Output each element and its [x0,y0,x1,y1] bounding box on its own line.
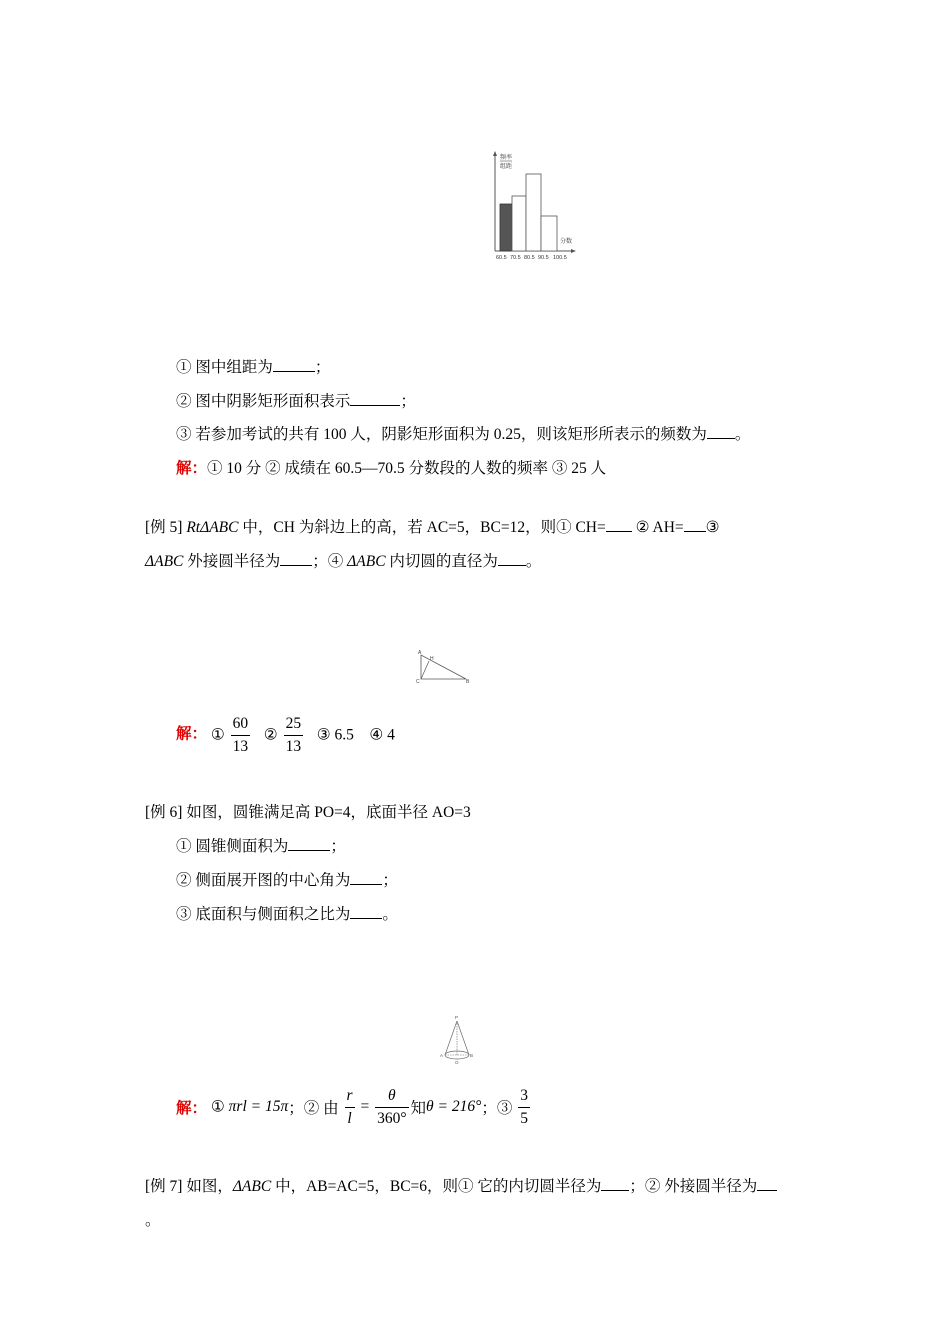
y-label-top: 频率 [500,155,513,161]
ex5-s3: ③ 6.5 [316,726,354,744]
vertex-label: A [440,1053,444,1058]
ex6-s3: 知 [410,1100,427,1117]
ex4-solution-text: ① 10 分 ② 成绩在 60.5—70.5 分数段的人数的频率 ③ 25 人 [207,460,607,477]
fraction-60-13 [231,716,251,754]
fraction-denominator: 13 [285,737,302,755]
ex4-q3-text: ③ 若参加考试的共有 100 人，阴影矩形面积为 0.25，则该矩形所表示的频数为 [176,426,707,443]
fraction-denominator: 13 [232,737,249,755]
answer-blank [350,391,400,406]
triangle-abc [421,655,466,679]
bar-shaded [500,204,512,251]
altitude-ch [421,661,429,679]
ex6-q2-text: ② 侧面展开图的中心角为 [176,872,351,889]
ex6-q2-end: ； [382,872,398,889]
vertex-label: B [466,679,470,685]
vertex-label: O [455,1060,459,1065]
ex4-q2-text: ② 图中阴影矩形面积表示 [176,393,351,410]
tick-label: 80.5 [524,255,535,261]
fraction-numerator: 3 [518,1088,530,1108]
ex5-text-3: ③ [705,519,720,536]
ex5-text-5: ；④ [312,553,348,570]
answer-blank [350,870,382,885]
vertex-label: H [430,656,434,662]
fraction-numerator: 60 [231,716,251,736]
ex5-s1: ① [210,726,225,744]
answer-blank [498,551,526,566]
ex6-statement: [例 6] 如图，圆锥满足高 PO=4，底面半径 AO=3 [145,804,471,821]
ex6-solution [176,1088,532,1126]
bar-4 [541,216,557,251]
ex7-tag: [例 7] 如图， [145,1178,233,1195]
ex5-text-7: 。 [525,553,542,570]
ex7-triangle: ΔABC [232,1178,272,1195]
ex6-question-1 [176,834,346,856]
cone-side-left [445,1021,457,1055]
fraction-r-over-l [345,1088,355,1126]
ex5-text-2: ② AH= [631,519,684,536]
ex6-q1-end: ； [330,838,346,855]
ex6-s4: ；③ [481,1100,513,1117]
fraction-numerator: r [345,1088,355,1108]
tick-label: 100.5 [553,255,567,261]
ex6-formula-1: πrl = 15π [228,1098,289,1115]
fraction-theta-over-360 [375,1088,408,1126]
fraction-denominator: 5 [520,1109,528,1127]
cone-side-right [457,1021,469,1055]
solution-label: 解： [176,460,208,477]
ex5-solution [176,716,395,754]
ex5-s2: ② [263,726,278,744]
right-triangle-figure [414,648,472,686]
ex6-s2: ；② 由 [288,1100,339,1117]
ex5-text-1: 中，CH 为斜边上的高，若 AC=5，BC=12，则① CH= [238,519,606,536]
solution-label: 解： [176,725,208,743]
fraction-25-13 [284,716,304,754]
fraction-denominator: 360° [377,1109,407,1127]
vertex-label: P [455,1015,459,1020]
ex5-triangle: ΔABC [347,553,386,570]
frequency-histogram [484,148,580,262]
tick-label: 60.5 [496,255,507,261]
cone-figure [438,1014,476,1066]
answer-blank [280,551,312,566]
tick-label: 90.5 [538,255,549,261]
answer-blank [757,1176,777,1191]
ex5-rt: Rt [186,519,201,536]
ex6-q3-end: 。 [382,906,398,923]
vertex-label: B [470,1053,474,1058]
bar-2 [512,196,526,251]
ex5-text-6: 内切圆的直径为 [385,553,498,570]
ex5-s4: ④ 4 [369,726,395,744]
tick-label: 70.5 [510,255,521,261]
bar-3 [526,174,541,251]
ex5-tag: [例 5] [145,519,183,536]
ex7-text-2: ；② 外接圆半径为 [629,1178,758,1195]
ex4-q2-end: ； [400,393,416,410]
ex4-q1-end: ； [314,359,331,376]
answer-blank [707,424,735,439]
answer-blank [288,836,330,851]
ex6-formula-2: θ = 216° [426,1098,482,1115]
solution-label: 解： [176,1100,208,1117]
ex4-solution [176,456,606,478]
answer-blank [273,357,315,372]
ex7-statement-line-1 [145,1174,777,1196]
ex6-q3-text: ③ 底面积与侧面积之比为 [176,906,351,923]
fraction-numerator: 25 [284,716,304,736]
ex5-statement-line-1 [145,515,720,537]
answer-blank [601,1176,629,1191]
ex4-question-2 [176,389,416,411]
ex4-question-1 [176,355,330,377]
ex6-question-3 [176,902,398,924]
y-label-bottom: 组距 [500,164,513,170]
answer-blank [684,517,706,532]
ex4-q1-text: ① 图中组距为 [176,359,273,376]
ex4-q3-end: 。 [734,426,751,443]
fraction-numerator: θ [375,1088,408,1108]
vertex-label: A [418,650,422,656]
ex5-text-4: 外接圆半径为 [183,553,281,570]
x-label: 分数 [560,239,573,245]
answer-blank [606,517,632,532]
ex6-s1: ① [210,1098,225,1116]
ex4-question-3 [176,422,750,444]
y-axis-arrow [493,151,497,156]
ex5-triangle: ΔABC [200,519,239,536]
ex7-text-1: 中，AB=AC=5，BC=6，则① 它的内切圆半径为 [271,1178,602,1195]
vertex-label: C [416,679,420,685]
ex7-statement-line-2: 。 [145,1212,161,1229]
ex6-q1-text: ① 圆锥侧面积为 [176,838,289,855]
x-axis-arrow [571,249,576,253]
fraction-3-5 [518,1088,530,1126]
answer-blank [350,904,382,919]
fraction-denominator: l [347,1109,352,1127]
ex5-statement-line-2 [145,549,541,571]
equals-sign: = [356,1098,374,1115]
ex6-question-2 [176,868,398,890]
ex5-triangle: ΔABC [145,553,184,570]
